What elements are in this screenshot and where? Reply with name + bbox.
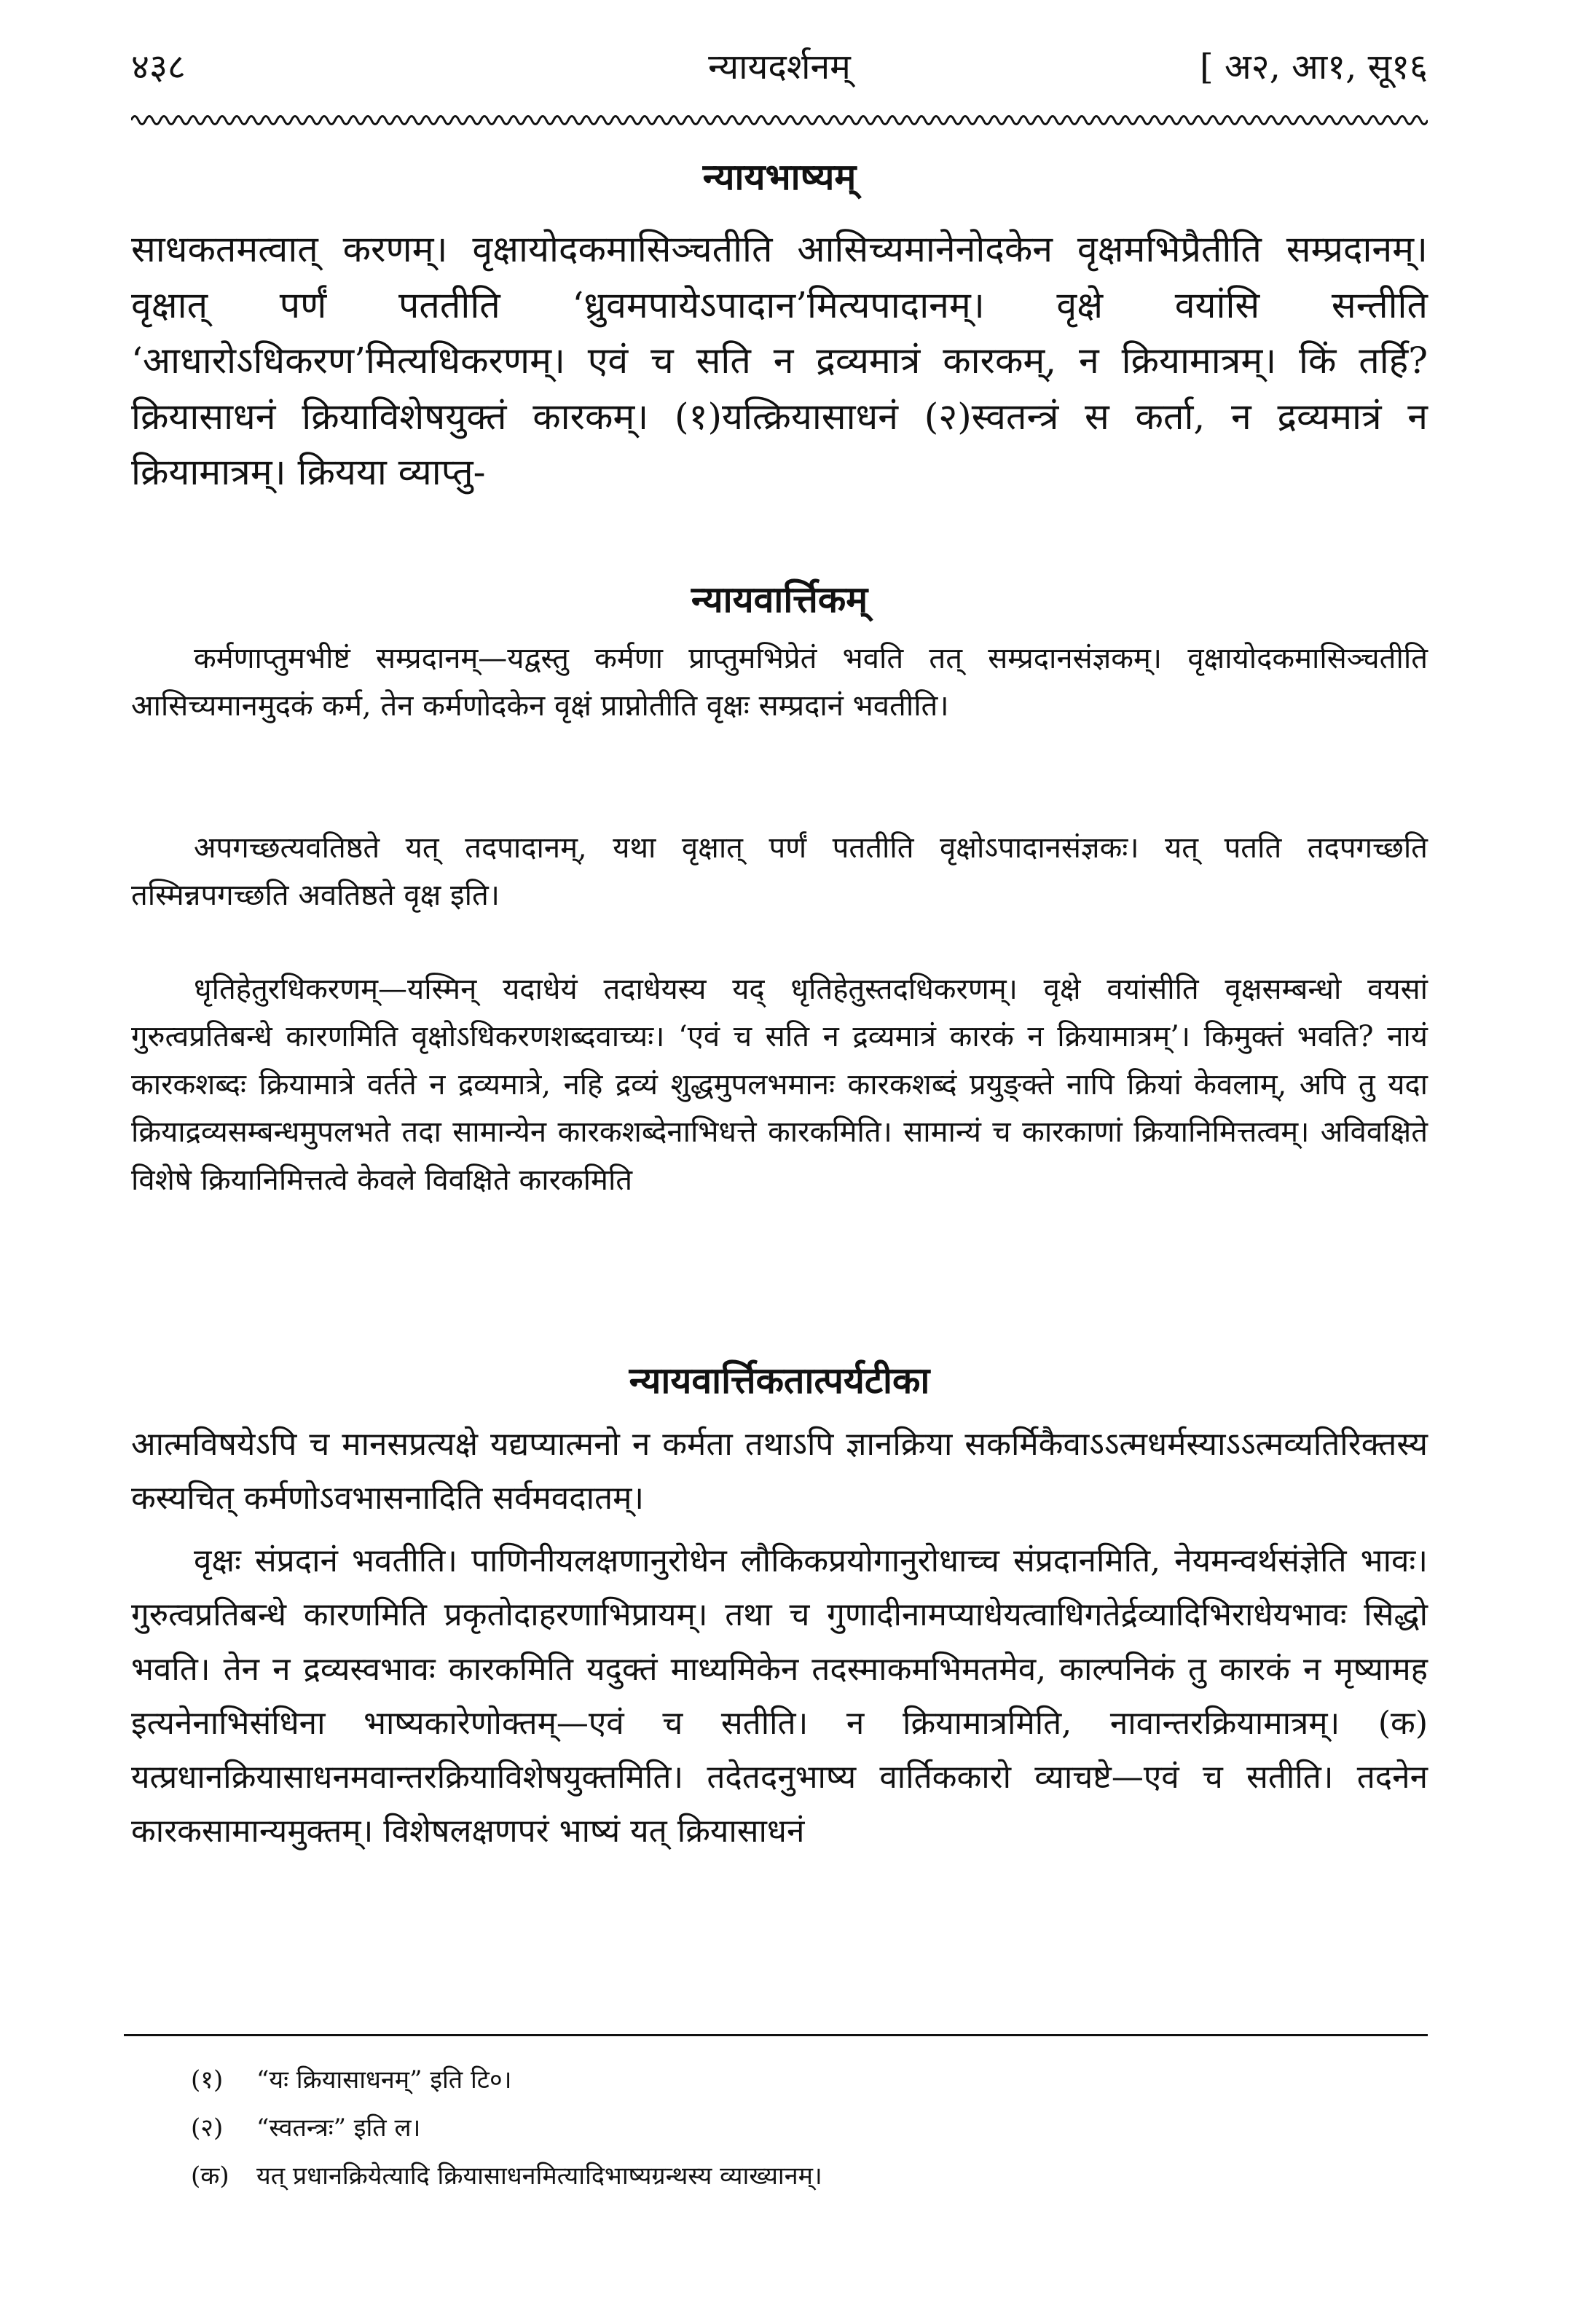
footnote-1	[191, 2062, 1429, 2098]
vartika-heading: न्यायवार्त्तिकम्	[691, 578, 868, 621]
footnote-3	[191, 2158, 1429, 2194]
tika-paragraph-1: आत्मविषयेऽपि च मानसप्रत्यक्षे यद्यप्यात्मनो न कर्मता तथाऽपि ज्ञानक्रिया सकर्मिकैवाऽऽत्मधर्मस्याऽऽत्मव्यतिरिक्तस्य कस्यचित् कर्मणोऽवभासनादिति सर्वमवदातम्।	[131, 1426, 1428, 1518]
page-number: ४३८	[131, 47, 186, 87]
footnote-mark: (१)	[191, 2065, 224, 2095]
footnote-text: यत् प्रधानक्रियेत्यादि क्रियासाधनमित्यादिभाष्यग्रन्थस्य व्याख्यानम्।	[256, 2162, 822, 2191]
vartika-paragraph-2: अपगच्छत्यवतिष्ठते यत् तदपादानम्, यथा वृक्षात् पर्णं पततीति वृक्षोऽपादानसंज्ञकः। यत् पतति तदपगच्छति तस्मिन्नपगच्छति अवतिष्ठते वृक्ष इति।	[131, 831, 1428, 913]
wavy-divider	[131, 109, 1428, 131]
bhashya-text: साधकतमत्वात् करणम्। वृक्षायोदकमासिञ्चतीति आसिच्यमानेनोदकेन वृक्षमभिप्रैतीति सम्प्रदानम्। वृक्षात् पर्णं पततीति ‘ध्रुवमपायेऽपादान’मित्यपादानम्। वृक्षे वयांसि सन्तीति ‘आधारोऽधिकरण’मित्यधिकरणम्। एवं च सति न द्रव्यमात्रं कारकम्, न क्रियामात्रम्। किं तर्हि? क्रियासाधनं क्रियाविशेषयुक्तं कारकम्। (१)यत्क्रियासाधनं (२)स्वतन्त्रं स कर्ता, न द्रव्यमात्रं न क्रियामात्रम्। क्रियया व्याप्तु-	[131, 228, 1428, 493]
vartika-paragraph-3: धृतिहेतुरधिकरणम्—यस्मिन् यदाधेयं तदाधेयस्य यद् धृतिहेतुस्तदधिकरणम्। वृक्षे वयांसीति वृक्षसम्बन्धो वयसां गुरुत्वप्रतिबन्धे कारणमिति वृक्षोऽधिकरणशब्दवाच्यः। ‘एवं च सति न द्रव्यमात्रं कारकं न क्रियामात्रम्’। किमुक्तं भवति? नायं कारकशब्दः क्रियामात्रे वर्तते न द्रव्यमात्रे, नहि द्रव्यं शुद्धमुपलभमानः कारकशब्दं प्रयुङ्क्ते नापि क्रियां केवलाम्, अपि तु यदा क्रियाद्रव्यसम्बन्धमुपलभते तदा सामान्येन कारकशब्देनाभिधत्ते कारकमिति। सामान्यं च कारकाणां क्रियानिमित्तत्वम्। अविवक्षिते विशेषे क्रियानिमित्तत्वे केवले विवक्षिते कारकमिति	[131, 973, 1428, 1197]
tika-heading: न्यायवार्त्तिकतात्पर्यटीका	[629, 1359, 930, 1402]
footnote-text: “यः क्रियासाधनम्” इति टि०।	[256, 2065, 512, 2095]
bhashya-heading: न्यायभाष्यम्	[702, 155, 857, 198]
footnote-2	[191, 2110, 1429, 2146]
running-header	[131, 38, 1428, 96]
footnote-mark: (क)	[191, 2162, 229, 2191]
footnote-rule	[124, 2034, 1428, 2036]
page-title: न्यायदर्शनम्	[708, 47, 851, 87]
chapter-reference: [ अ२, आ१, सू१६	[1199, 47, 1428, 87]
tika-paragraph-2: वृक्षः संप्रदानं भवतीति। पाणिनीयलक्षणानुरोधेन लौकिकप्रयोगानुरोधाच्च संप्रदानमिति, नेयमन्वर्थसंज्ञेति भावः। गुरुत्वप्रतिबन्धे कारणमिति प्रकृतोदाहरणाभिप्रायम्। तथा च गुणादीनामप्याधेयत्वाधिगतेर्द्रव्यादिभिराधेयभावः सिद्धो भवति। तेन न द्रव्यस्वभावः कारकमिति यदुक्तं माध्यमिकेन तदस्माकमभिमतमेव, काल्पनिकं तु कारकं न मृष्यामह इत्यनेनाभिसंधिना भाष्यकारेणोक्तम्—एवं च सतीति। न क्रियामात्रमिति, नावान्तरक्रियामात्रम्। (क) यत्प्रधानक्रियासाधनमवान्तरक्रियाविशेषयुक्तमिति। तदेतदनुभाष्य वार्तिककारो व्याचष्टे—एवं च सतीति। तदनेन कारकसामान्यमुक्तम्। विशेषलक्षणपरं भाष्यं यत् क्रियासाधनं	[131, 1542, 1428, 1850]
footnote-mark: (२)	[191, 2113, 224, 2143]
footnote-text: “स्वतन्त्रः” इति ल।	[256, 2113, 421, 2143]
vartika-paragraph-1: कर्मणाप्तुमभीष्टं सम्प्रदानम्—यद्वस्तु कर्मणा प्राप्तुमभिप्रेतं भवति तत् सम्प्रदानसंज्ञकम्। वृक्षायोदकमासिञ्चतीति आसिच्यमानमुदकं कर्म, तेन कर्मणोदकेन वृक्षं प्राप्नोतीति वृक्षः सम्प्रदानं भवतीति।	[131, 642, 1428, 723]
